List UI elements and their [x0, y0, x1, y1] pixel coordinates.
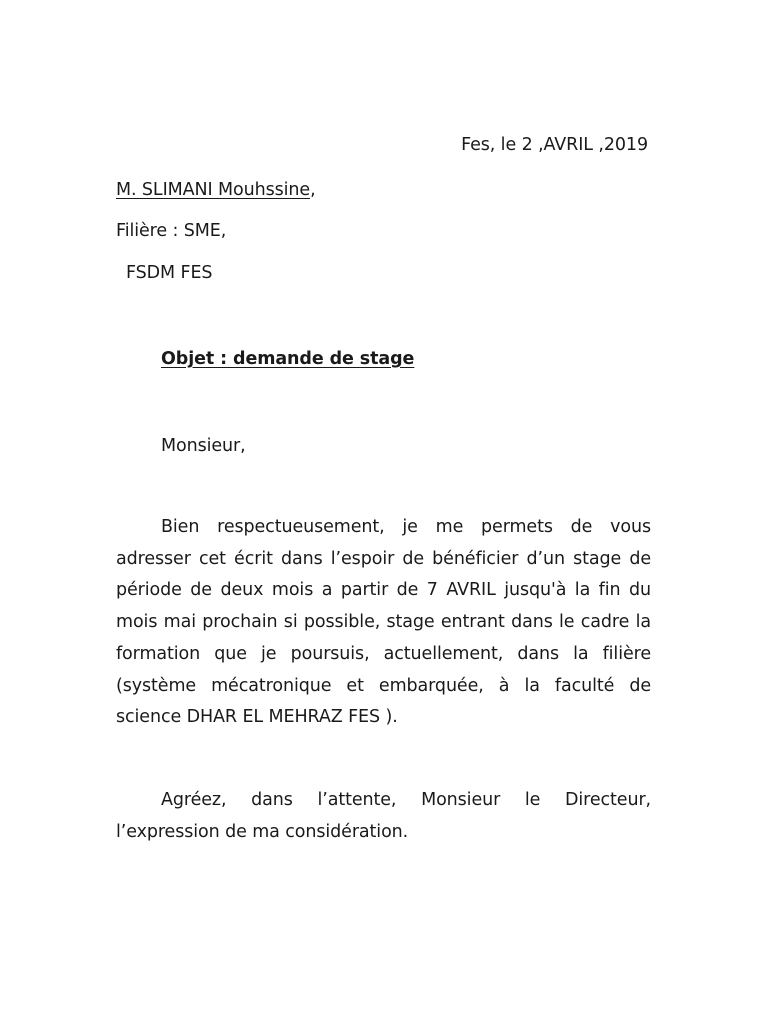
- letter-salutation: Monsieur,: [161, 436, 246, 456]
- sender-school: FSDM FES: [126, 263, 213, 283]
- sender-filiere: Filière : SME,: [116, 221, 227, 241]
- letter-subject: Objet : demande de stage: [161, 349, 415, 369]
- letter-body-paragraph: Bien respectueusement, je me permets de vous adresser cet écrit dans l’espoir de bénéficier d’un stage de période de deux mois a partir de 7 AVRIL jusqu'à la fin du mois mai prochain si possible, stage entrant dans le cadre la formation que je poursuis, actuellement, dans la filière (système mécatronique et embarquée, à la faculté de science DHAR EL MEHRAZ FES ).: [116, 517, 651, 728]
- letter-date: Fes, le 2 ,AVRIL ,2019: [461, 135, 648, 155]
- sender-name-suffix: ,: [310, 180, 316, 200]
- sender-name: M. SLIMANI Mouhssine: [116, 180, 311, 200]
- sender-name-line: [116, 180, 316, 200]
- letter-closing-paragraph: Agréez, dans l’attente, Monsieur le Directeur, l’expression de ma considération.: [116, 790, 651, 842]
